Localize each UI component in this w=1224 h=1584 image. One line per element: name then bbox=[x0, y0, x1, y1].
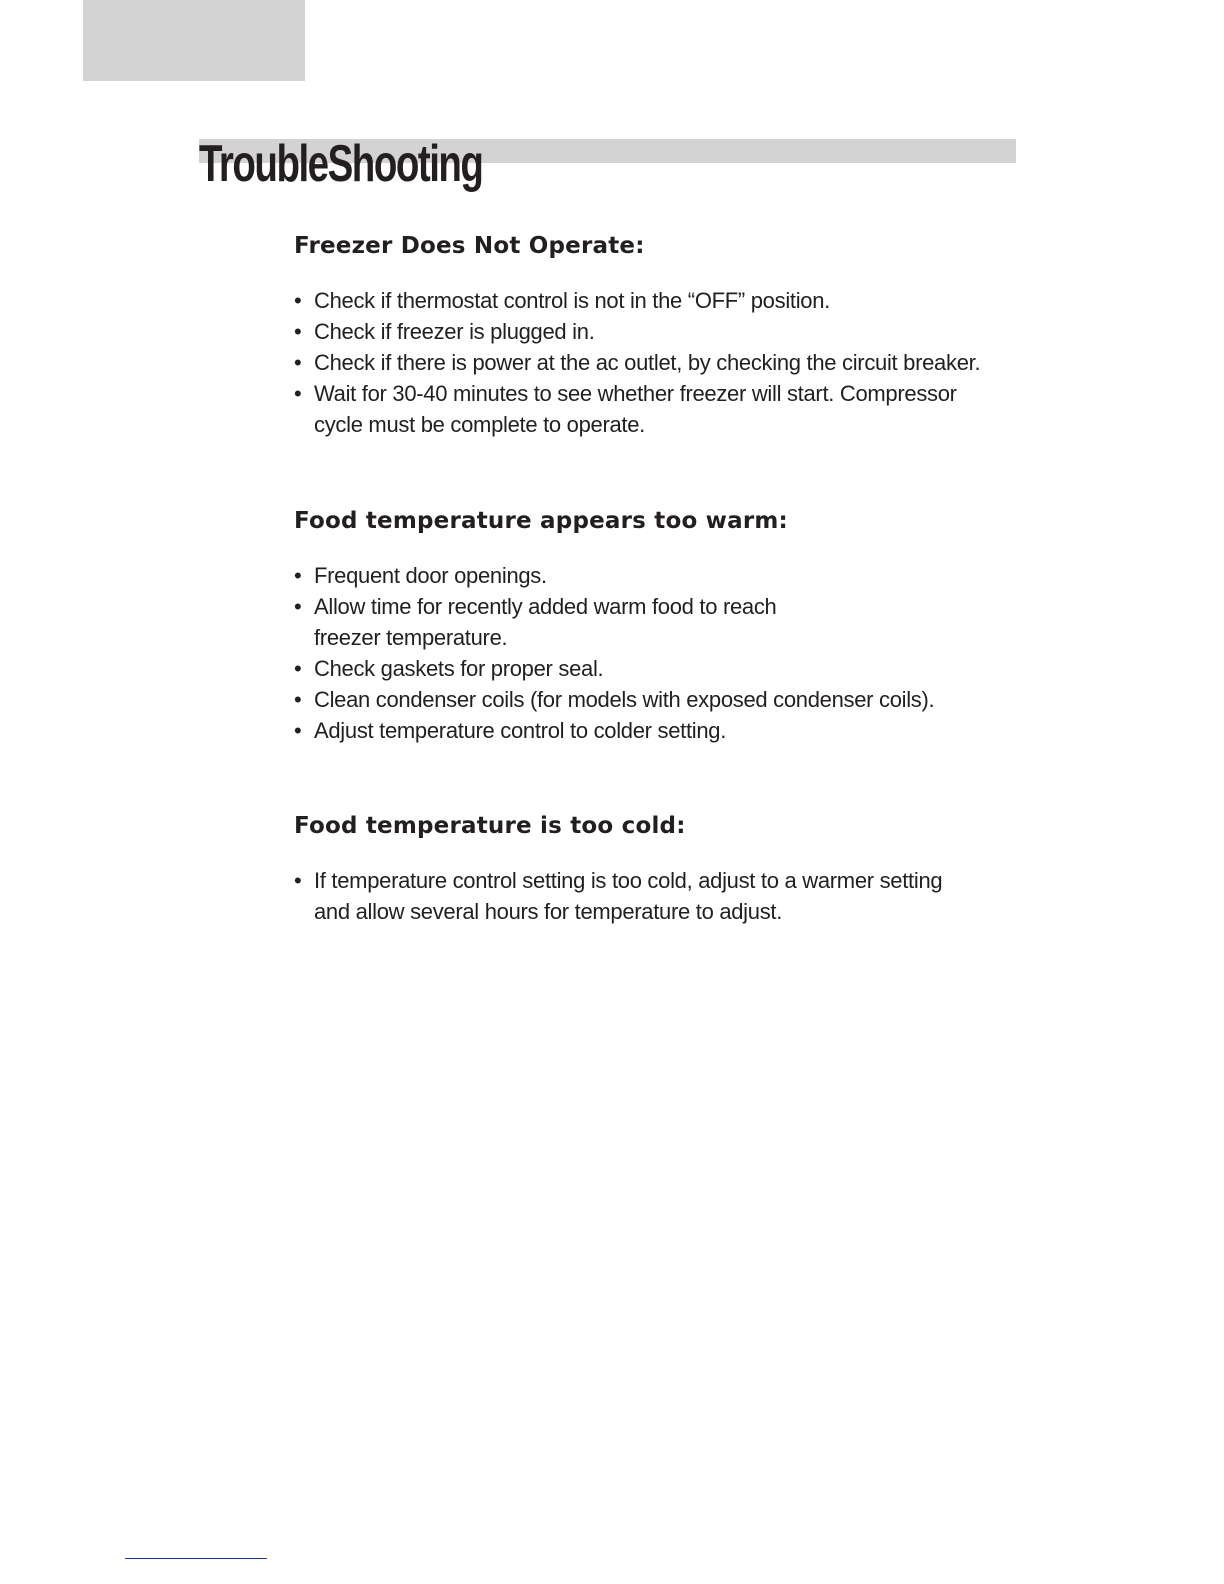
bullet-icon: • bbox=[294, 563, 302, 588]
list-item: • Frequent door openings. bbox=[294, 560, 1024, 591]
bullet-icon: • bbox=[294, 868, 302, 893]
section-heading: Food temperature appears too warm: bbox=[294, 508, 788, 534]
list-item: • Adjust temperature control to colder setting. bbox=[294, 715, 1024, 746]
bullet-icon: • bbox=[294, 656, 302, 681]
section-food-too-cold bbox=[294, 811, 1024, 927]
bullet-icon: • bbox=[294, 319, 302, 344]
bullet-list bbox=[294, 285, 1024, 440]
section-freezer-does-not-operate bbox=[294, 231, 1024, 440]
list-item: • Clean condenser coils (for models with exposed condenser coils). bbox=[294, 684, 1024, 715]
bullet-icon: • bbox=[294, 381, 302, 406]
bullet-list bbox=[294, 560, 1024, 746]
section-heading: Food temperature is too cold: bbox=[294, 813, 686, 839]
footer-rule bbox=[125, 1558, 267, 1559]
bullet-icon: • bbox=[294, 594, 302, 619]
list-item: • Check if there is power at the ac outlet, by checking the circuit breaker. bbox=[294, 347, 1024, 378]
section-food-too-warm bbox=[294, 506, 1024, 746]
list-item: • Check if freezer is plugged in. bbox=[294, 316, 1024, 347]
list-item: • Check if thermostat control is not in the “OFF” position. bbox=[294, 285, 1024, 316]
page-title: TroubleShooting bbox=[199, 135, 483, 193]
list-item: • If temperature control setting is too cold, adjust to a warmer setting and allow several hours for temperature to adjust. bbox=[294, 865, 1024, 927]
list-item: • Allow time for recently added warm food to reach freezer temperature. bbox=[294, 591, 1024, 653]
section-heading: Freezer Does Not Operate: bbox=[294, 233, 645, 259]
bullet-icon: • bbox=[294, 288, 302, 313]
bullet-icon: • bbox=[294, 718, 302, 743]
bullet-list bbox=[294, 865, 1024, 927]
list-item: • Wait for 30-40 minutes to see whether freezer will start. Compressor cycle must be complete to operate. bbox=[294, 378, 1024, 440]
bullet-icon: • bbox=[294, 687, 302, 712]
corner-tab bbox=[83, 0, 305, 81]
bullet-icon: • bbox=[294, 350, 302, 375]
list-item: • Check gaskets for proper seal. bbox=[294, 653, 1024, 684]
